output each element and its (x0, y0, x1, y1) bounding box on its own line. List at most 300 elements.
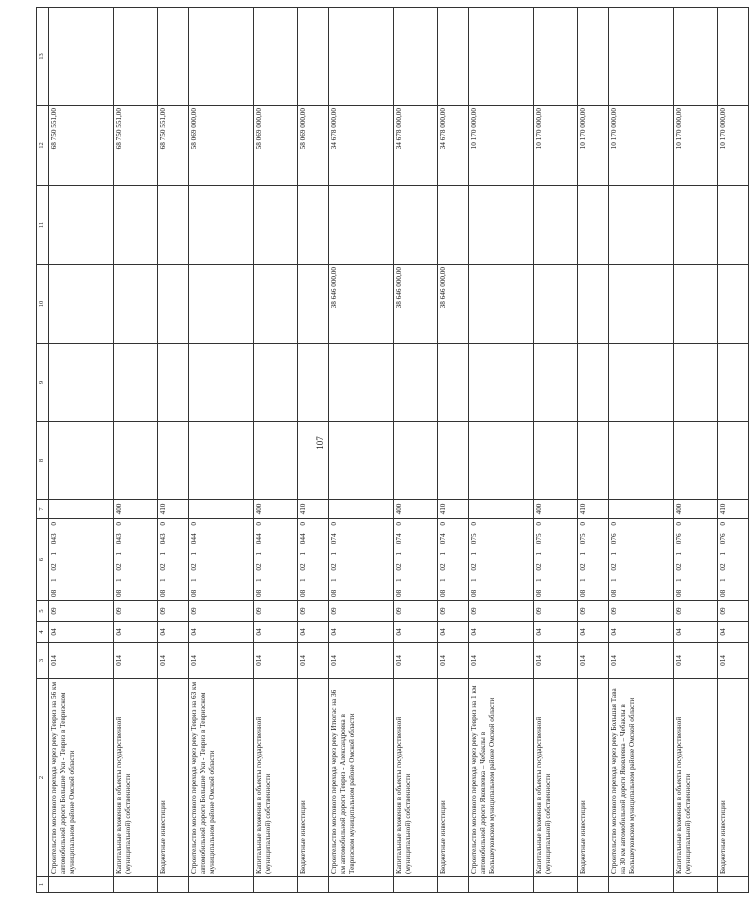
column-11-cell (438, 186, 469, 265)
expense-type-cell (469, 500, 534, 519)
target-article-code (395, 521, 404, 598)
article-code-part: 1 (50, 552, 58, 556)
section-code-cell: 04 (189, 622, 254, 643)
department-code-cell: 014 (609, 643, 674, 679)
article-code-part: 1 (535, 578, 543, 582)
row-number-cell (394, 877, 438, 893)
amount-col-12-cell: 34 678 000,00 (438, 106, 469, 186)
article-code-part: 02 (719, 563, 727, 571)
target-article-cell (254, 519, 298, 601)
subsection-code-cell: 09 (438, 601, 469, 622)
section-code-cell: 04 (438, 622, 469, 643)
row-number-cell (49, 877, 114, 893)
article-code-part: 0 (50, 522, 58, 526)
column-9-cell (718, 344, 749, 422)
target-article-code (470, 521, 479, 598)
row-number-cell (438, 877, 469, 893)
article-code-part: 0 (719, 522, 727, 526)
article-code-part: 08 (395, 589, 403, 597)
article-code-part: 1 (190, 578, 198, 582)
column-11-cell (394, 186, 438, 265)
article-code-part: 075 (579, 533, 587, 545)
item-name-cell: Капитальные вложения в объекты государственной (муниципальной) собственности (114, 679, 158, 877)
table-row (534, 8, 578, 893)
row-number-cell (158, 877, 189, 893)
header-cell: 13 (37, 8, 49, 106)
item-name-cell: Строительство мостового перехода через реку Тевриз на 63 км автомобильной дороги Большие Уки - Тевриз в Тевризском муниципальном районе Омской области (189, 679, 254, 877)
article-code-part: 1 (470, 578, 478, 582)
section-code-cell: 04 (674, 622, 718, 643)
article-code-part: 043 (159, 533, 167, 545)
target-article-code (579, 521, 588, 598)
column-13-cell (158, 8, 189, 106)
department-code-cell: 014 (578, 643, 609, 679)
target-article-cell (394, 519, 438, 601)
target-article-cell (609, 519, 674, 601)
article-code-part: 1 (579, 578, 587, 582)
item-name-cell: Бюджетные инвестиции (298, 679, 329, 877)
column-13-cell (438, 8, 469, 106)
subsection-code-cell: 09 (114, 601, 158, 622)
target-article-cell (438, 519, 469, 601)
article-code-part: 0 (395, 522, 403, 526)
article-code-part: 1 (159, 552, 167, 556)
table-row (674, 8, 718, 893)
subsection-code-cell: 09 (609, 601, 674, 622)
article-code-part: 0 (159, 522, 167, 526)
article-code-part: 074 (395, 533, 403, 545)
row-number-cell (718, 877, 749, 893)
article-code-part: 0 (610, 522, 618, 526)
article-code-part: 08 (50, 589, 58, 597)
article-code-part: 076 (719, 533, 727, 545)
subsection-code-cell: 09 (718, 601, 749, 622)
column-13-cell (254, 8, 298, 106)
target-article-code (719, 521, 728, 598)
article-code-part: 1 (395, 578, 403, 582)
article-code-part: 02 (159, 563, 167, 571)
amount-col-12-cell: 58 069 000,00 (189, 106, 254, 186)
item-name-cell: Строительство мостового перехода через реку Большая Тава на 30 км автомобильной дороги Яковлевка – Чебаклы в Большеуковском муниципальном районе Омской области (609, 679, 674, 877)
article-code-part: 044 (190, 533, 198, 545)
item-name-cell: Строительство мостового перехода через реку Итюгас на 36 км автомобильной дороги Тевриз - Александровка в Тевризском муниципальном районе Омской области (329, 679, 394, 877)
budget-table (36, 7, 749, 893)
item-name-cell: Строительство мостового перехода через реку Тевриз на 56 км автомобильной дороги Большие Уки - Тевриз в Тевризском муниципальном районе Омской области (49, 679, 114, 877)
article-code-part: 08 (115, 589, 123, 597)
target-article-code (535, 521, 544, 598)
article-code-part: 1 (159, 578, 167, 582)
amount-col-12-cell: 68 750 551,00 (158, 106, 189, 186)
column-9-cell (298, 344, 329, 422)
article-code-part: 1 (439, 578, 447, 582)
amount-col-12-cell: 10 170 000,00 (534, 106, 578, 186)
article-code-part: 08 (299, 589, 307, 597)
table-body (37, 8, 749, 893)
amount-col-10-cell (578, 265, 609, 344)
row-number-cell (298, 877, 329, 893)
column-8-cell (578, 422, 609, 500)
amount-col-12-cell: 68 750 551,00 (114, 106, 158, 186)
section-code-cell: 04 (298, 622, 329, 643)
item-name-cell: Капитальные вложения в объекты государственной (муниципальной) собственности (394, 679, 438, 877)
article-code-part: 1 (470, 552, 478, 556)
column-11-cell (189, 186, 254, 265)
article-code-part: 08 (719, 589, 727, 597)
target-article-cell (114, 519, 158, 601)
target-article-code (439, 521, 448, 598)
header-cell: 11 (37, 186, 49, 265)
article-code-part: 044 (299, 533, 307, 545)
column-11-cell (718, 186, 749, 265)
column-11-cell (329, 186, 394, 265)
item-name-cell: Капитальные вложения в объекты государственной (муниципальной) собственности (674, 679, 718, 877)
article-code-part: 0 (330, 522, 338, 526)
amount-col-10-cell (298, 265, 329, 344)
item-name-cell: Бюджетные инвестиции (718, 679, 749, 877)
expense-type-cell: 400 (674, 500, 718, 519)
column-9-cell (114, 344, 158, 422)
table-row (469, 8, 534, 893)
amount-col-12-cell: 58 069 000,00 (298, 106, 329, 186)
item-name-cell: Капитальные вложения в объекты государственной (муниципальной) собственности (254, 679, 298, 877)
article-code-part: 1 (330, 552, 338, 556)
amount-col-12-cell: 10 170 000,00 (578, 106, 609, 186)
article-code-part: 075 (535, 533, 543, 545)
article-code-part: 0 (299, 522, 307, 526)
table-row (438, 8, 469, 893)
column-9-cell (158, 344, 189, 422)
column-8-cell (189, 422, 254, 500)
target-article-cell (49, 519, 114, 601)
expense-type-cell (329, 500, 394, 519)
amount-col-10-cell (718, 265, 749, 344)
row-number-cell (329, 877, 394, 893)
amount-col-10-cell (254, 265, 298, 344)
section-code-cell: 04 (329, 622, 394, 643)
article-code-part: 02 (610, 563, 618, 571)
amount-col-12-cell: 10 170 000,00 (674, 106, 718, 186)
section-code-cell: 04 (718, 622, 749, 643)
column-13-cell (718, 8, 749, 106)
item-name-cell: Капитальные вложения в объекты государственной (муниципальной) собственности (534, 679, 578, 877)
section-code-cell: 04 (49, 622, 114, 643)
row-number-cell (114, 877, 158, 893)
target-article-cell (298, 519, 329, 601)
article-code-part: 1 (675, 552, 683, 556)
article-code-part: 1 (255, 552, 263, 556)
table-row (578, 8, 609, 893)
target-article-code (115, 521, 124, 598)
column-8-cell (469, 422, 534, 500)
subsection-code-cell: 09 (469, 601, 534, 622)
amount-col-10-cell (158, 265, 189, 344)
column-8-cell (329, 422, 394, 500)
column-13-cell (578, 8, 609, 106)
target-article-code (255, 521, 264, 598)
column-13-cell (534, 8, 578, 106)
header-row (37, 8, 49, 893)
item-name-cell: Бюджетные инвестиции (158, 679, 189, 877)
article-code-part: 08 (675, 589, 683, 597)
expense-type-cell: 400 (254, 500, 298, 519)
subsection-code-cell: 09 (578, 601, 609, 622)
article-code-part: 02 (299, 563, 307, 571)
article-code-part: 1 (299, 552, 307, 556)
column-13-cell (298, 8, 329, 106)
column-9-cell (469, 344, 534, 422)
column-11-cell (298, 186, 329, 265)
header-cell: 4 (37, 622, 49, 643)
article-code-part: 02 (190, 563, 198, 571)
amount-col-10-cell: 38 646 000,00 (394, 265, 438, 344)
article-code-part: 08 (190, 589, 198, 597)
rotated-table-wrapper (36, 8, 727, 893)
section-code-cell: 04 (158, 622, 189, 643)
article-code-part: 08 (470, 589, 478, 597)
row-number-cell (254, 877, 298, 893)
article-code-part: 02 (439, 563, 447, 571)
header-cell: 6 (37, 519, 49, 601)
column-8-cell (49, 422, 114, 500)
header-cell: 10 (37, 265, 49, 344)
target-article-cell (718, 519, 749, 601)
column-9-cell (578, 344, 609, 422)
column-13-cell (674, 8, 718, 106)
section-code-cell: 04 (469, 622, 534, 643)
header-cell: 9 (37, 344, 49, 422)
target-article-code (50, 521, 59, 598)
department-code-cell: 014 (718, 643, 749, 679)
department-code-cell: 014 (469, 643, 534, 679)
target-article-cell (329, 519, 394, 601)
table-row (114, 8, 158, 893)
column-13-cell (49, 8, 114, 106)
article-code-part: 08 (610, 589, 618, 597)
column-13-cell (189, 8, 254, 106)
table-row (49, 8, 114, 893)
article-code-part: 1 (299, 578, 307, 582)
expense-type-cell (189, 500, 254, 519)
article-code-part: 1 (675, 578, 683, 582)
amount-col-10-cell (674, 265, 718, 344)
article-code-part: 0 (190, 522, 198, 526)
row-number-cell (578, 877, 609, 893)
article-code-part: 043 (50, 533, 58, 545)
table-row (329, 8, 394, 893)
target-article-code (190, 521, 199, 598)
header-cell: 2 (37, 679, 49, 877)
expense-type-cell: 410 (718, 500, 749, 519)
target-article-code (159, 521, 168, 598)
table-row (189, 8, 254, 893)
page-number: 107 (314, 436, 325, 450)
column-9-cell (438, 344, 469, 422)
amount-col-12-cell: 68 750 551,00 (49, 106, 114, 186)
article-code-part: 08 (535, 589, 543, 597)
column-8-cell (114, 422, 158, 500)
section-code-cell: 04 (394, 622, 438, 643)
article-code-part: 08 (579, 589, 587, 597)
article-code-part: 074 (330, 533, 338, 545)
item-name-cell: Строительство мостового перехода через реку Тевриз на 1 км автомобильной дороги Яковлевка – Чебаклы в Большеуковском муниципальном районе Омской области (469, 679, 534, 877)
column-11-cell (158, 186, 189, 265)
department-code-cell: 014 (49, 643, 114, 679)
article-code-part: 1 (535, 552, 543, 556)
article-code-part: 044 (255, 533, 263, 545)
header-cell: 8 (37, 422, 49, 500)
target-article-cell (674, 519, 718, 601)
subsection-code-cell: 09 (158, 601, 189, 622)
column-8-cell (674, 422, 718, 500)
expense-type-cell: 410 (578, 500, 609, 519)
column-8-cell (609, 422, 674, 500)
article-code-part: 076 (610, 533, 618, 545)
target-article-code (330, 521, 339, 598)
article-code-part: 08 (159, 589, 167, 597)
article-code-part: 0 (579, 522, 587, 526)
article-code-part: 1 (719, 552, 727, 556)
subsection-code-cell: 09 (534, 601, 578, 622)
expense-type-cell: 410 (158, 500, 189, 519)
article-code-part: 0 (115, 522, 123, 526)
expense-type-cell: 400 (394, 500, 438, 519)
article-code-part: 02 (675, 563, 683, 571)
article-code-part: 075 (470, 533, 478, 545)
header-cell: 3 (37, 643, 49, 679)
column-13-cell (394, 8, 438, 106)
column-11-cell (578, 186, 609, 265)
article-code-part: 1 (190, 552, 198, 556)
target-article-cell (158, 519, 189, 601)
column-9-cell (189, 344, 254, 422)
column-13-cell (469, 8, 534, 106)
header-cell: 12 (37, 106, 49, 186)
item-name-cell: Бюджетные инвестиции (578, 679, 609, 877)
target-article-cell (534, 519, 578, 601)
section-code-cell: 04 (609, 622, 674, 643)
article-code-part: 02 (330, 563, 338, 571)
amount-col-12-cell: 10 170 000,00 (718, 106, 749, 186)
article-code-part: 02 (470, 563, 478, 571)
amount-col-10-cell: 38 646 000,00 (329, 265, 394, 344)
article-code-part: 02 (115, 563, 123, 571)
amount-col-10-cell (114, 265, 158, 344)
table-row (298, 8, 329, 893)
department-code-cell: 014 (674, 643, 718, 679)
target-article-code (675, 521, 684, 598)
column-9-cell (674, 344, 718, 422)
amount-col-10-cell (49, 265, 114, 344)
row-number-cell (609, 877, 674, 893)
column-11-cell (254, 186, 298, 265)
section-code-cell: 04 (578, 622, 609, 643)
target-article-cell (578, 519, 609, 601)
expense-type-cell: 400 (534, 500, 578, 519)
column-9-cell (394, 344, 438, 422)
article-code-part: 02 (395, 563, 403, 571)
expense-type-cell (609, 500, 674, 519)
table-row (394, 8, 438, 893)
expense-type-cell: 410 (298, 500, 329, 519)
row-number-cell (189, 877, 254, 893)
article-code-part: 1 (115, 578, 123, 582)
article-code-part: 1 (579, 552, 587, 556)
subsection-code-cell: 09 (49, 601, 114, 622)
amount-col-12-cell: 10 170 000,00 (609, 106, 674, 186)
column-11-cell (674, 186, 718, 265)
subsection-code-cell: 09 (394, 601, 438, 622)
column-8-cell (534, 422, 578, 500)
table-row (254, 8, 298, 893)
table-row (158, 8, 189, 893)
amount-col-12-cell: 34 678 000,00 (329, 106, 394, 186)
article-code-part: 08 (330, 589, 338, 597)
expense-type-cell: 400 (114, 500, 158, 519)
article-code-part: 02 (255, 563, 263, 571)
article-code-part: 0 (675, 522, 683, 526)
row-number-cell (674, 877, 718, 893)
column-8-cell (298, 422, 329, 500)
expense-type-cell: 410 (438, 500, 469, 519)
row-number-cell (534, 877, 578, 893)
article-code-part: 08 (255, 589, 263, 597)
column-11-cell (114, 186, 158, 265)
column-8-cell (158, 422, 189, 500)
column-11-cell (469, 186, 534, 265)
section-code-cell: 04 (254, 622, 298, 643)
table-row (718, 8, 749, 893)
amount-col-10-cell (189, 265, 254, 344)
article-code-part: 043 (115, 533, 123, 545)
amount-col-10-cell (609, 265, 674, 344)
column-11-cell (49, 186, 114, 265)
header-cell: 5 (37, 601, 49, 622)
table-row (609, 8, 674, 893)
subsection-code-cell: 09 (674, 601, 718, 622)
column-8-cell (438, 422, 469, 500)
department-code-cell: 014 (329, 643, 394, 679)
column-9-cell (609, 344, 674, 422)
department-code-cell: 014 (394, 643, 438, 679)
article-code-part: 02 (535, 563, 543, 571)
column-13-cell (329, 8, 394, 106)
article-code-part: 1 (330, 578, 338, 582)
target-article-cell (469, 519, 534, 601)
subsection-code-cell: 09 (189, 601, 254, 622)
column-8-cell (254, 422, 298, 500)
department-code-cell: 014 (189, 643, 254, 679)
amount-col-12-cell: 58 069 000,00 (254, 106, 298, 186)
target-article-cell (189, 519, 254, 601)
department-code-cell: 014 (158, 643, 189, 679)
section-code-cell: 04 (114, 622, 158, 643)
article-code-part: 08 (439, 589, 447, 597)
column-9-cell (49, 344, 114, 422)
amount-col-10-cell (469, 265, 534, 344)
amount-col-12-cell: 10 170 000,00 (469, 106, 534, 186)
column-8-cell (394, 422, 438, 500)
subsection-code-cell: 09 (254, 601, 298, 622)
article-code-part: 1 (719, 578, 727, 582)
column-11-cell (609, 186, 674, 265)
column-8-cell (718, 422, 749, 500)
article-code-part: 0 (255, 522, 263, 526)
target-article-code (299, 521, 308, 598)
article-code-part: 1 (395, 552, 403, 556)
article-code-part: 076 (675, 533, 683, 545)
article-code-part: 02 (50, 563, 58, 571)
column-11-cell (534, 186, 578, 265)
